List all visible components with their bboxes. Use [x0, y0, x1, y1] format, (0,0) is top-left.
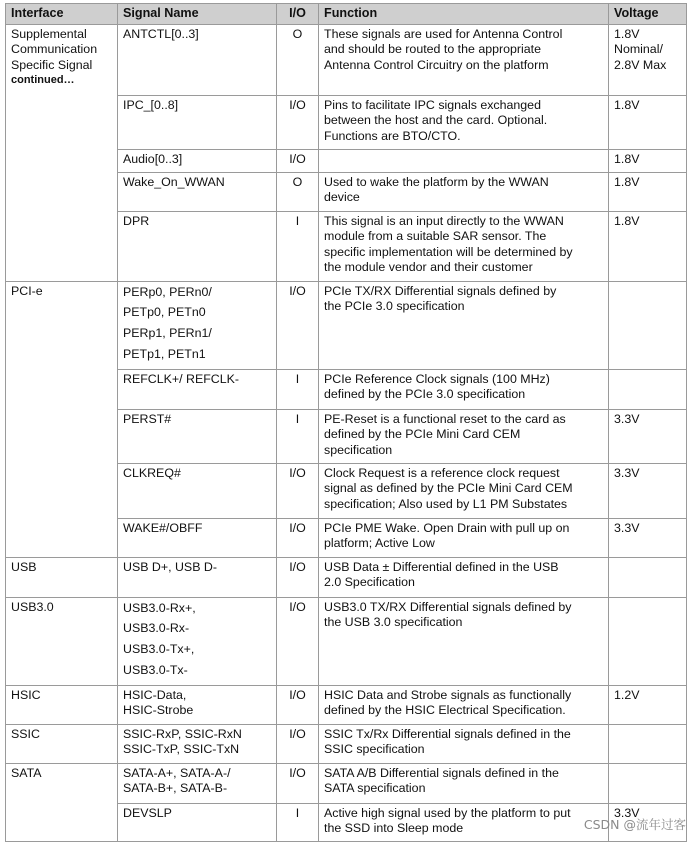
io-cell: I — [277, 211, 319, 281]
function-line: SATA A/B Differential signals defined in the — [324, 765, 559, 780]
io-cell: I — [277, 803, 319, 841]
function-line: specific implementation will be determined by — [324, 244, 573, 259]
signal-cell: CLKREQ# — [118, 463, 277, 518]
function-cell — [319, 518, 609, 557]
function-line: device — [324, 190, 360, 204]
interface-cell-hsic: HSIC — [6, 685, 118, 724]
signal-cell: ANTCTL[0..3] — [118, 24, 277, 95]
function-line: defined by the PCIe 3.0 specification — [324, 387, 526, 402]
signal-line: PERp1, PERn1/ — [123, 326, 212, 341]
io-cell: I/O — [277, 149, 319, 172]
voltage-cell — [609, 24, 687, 95]
function-cell — [319, 409, 609, 463]
signal-cell: Wake_On_WWAN — [118, 172, 277, 211]
voltage-cell: 1.8V — [609, 95, 687, 149]
interface-label: Supplemental — [11, 26, 87, 41]
function-line: Used to wake the platform by the WWAN — [324, 174, 549, 189]
function-cell — [319, 24, 609, 95]
voltage-cell: 3.3V — [609, 803, 687, 841]
voltage-cell: 1.8V — [609, 149, 687, 172]
signal-line: USB3.0-Rx- — [123, 621, 190, 636]
signal-line: HSIC-Data, — [123, 687, 187, 702]
voltage-line: 1.8V — [614, 26, 640, 41]
signal-cell — [118, 763, 277, 803]
signal-cell — [118, 685, 277, 724]
signal-line: SATA-A+, SATA-A-/ — [123, 765, 231, 780]
voltage-cell: 3.3V — [609, 463, 687, 518]
function-line: between the host and the card. Optional. — [324, 113, 548, 127]
function-line: module from a suitable SAR sensor. The — [324, 229, 547, 243]
voltage-line: Nominal/ — [614, 42, 663, 56]
table-row — [6, 597, 687, 685]
interface-label: Specific Signal — [11, 57, 93, 72]
function-cell — [319, 172, 609, 211]
function-line: Functions are BTO/CTO. — [324, 128, 461, 143]
signal-line: SSIC-TxP, SSIC-TxN — [123, 742, 240, 757]
table-row — [6, 281, 687, 369]
signal-line: HSIC-Strobe — [123, 703, 194, 718]
signal-cell: WAKE#/OBFF — [118, 518, 277, 557]
header-interface: Interface — [6, 4, 118, 25]
io-cell: I — [277, 409, 319, 463]
signal-line: USB3.0-Tx- — [123, 663, 188, 678]
interface-label: Communication — [11, 42, 98, 56]
function-line: the USB 3.0 specification — [324, 615, 463, 630]
interface-cell-sata: SATA — [6, 763, 118, 841]
io-cell: I/O — [277, 463, 319, 518]
table-row — [6, 763, 687, 803]
signal-line: SATA-B+, SATA-B- — [123, 781, 228, 796]
function-line: specification; Also used by L1 PM Substates — [324, 496, 568, 511]
function-line: the SSD into Sleep mode — [324, 821, 464, 836]
voltage-cell — [609, 281, 687, 369]
function-line: the module vendor and their customer — [324, 260, 533, 274]
table-row — [6, 685, 687, 724]
function-line: PCIe PME Wake. Open Drain with pull up on — [324, 520, 570, 535]
header-row — [6, 4, 687, 25]
function-line: signal as defined by the PCIe Mini Card CEM — [324, 481, 573, 496]
voltage-cell: 1.2V — [609, 685, 687, 724]
continued-label: continued… — [11, 74, 75, 86]
function-line: USB3.0 TX/RX Differential signals defined by — [324, 599, 572, 614]
function-line: PE-Reset is a functional reset to the card as — [324, 411, 566, 426]
table-row — [6, 557, 687, 597]
function-cell — [319, 685, 609, 724]
function-line: defined by the HSIC Electrical Specification. — [324, 703, 566, 718]
function-line: USB Data ± Differential defined in the USB — [324, 559, 559, 574]
function-cell — [319, 557, 609, 597]
voltage-cell — [609, 597, 687, 685]
interface-cell-supplemental — [6, 24, 118, 281]
header-voltage: Voltage — [609, 4, 687, 25]
signal-cell: USB D+, USB D- — [118, 557, 277, 597]
interface-cell-ssic: SSIC — [6, 724, 118, 763]
function-cell — [319, 463, 609, 518]
signal-cell: Audio[0..3] — [118, 149, 277, 172]
header-signal-name: Signal Name — [118, 4, 277, 25]
function-line: Antenna Control Circuitry on the platform — [324, 57, 549, 72]
signal-cell — [118, 724, 277, 763]
voltage-cell — [609, 369, 687, 409]
watermark: CSDN @流年过客 — [583, 817, 686, 832]
signal-cell — [118, 597, 277, 685]
function-cell — [319, 369, 609, 409]
signal-cell: DPR — [118, 211, 277, 281]
function-line: specification — [324, 442, 393, 457]
io-cell: I/O — [277, 281, 319, 369]
voltage-cell: 3.3V — [609, 518, 687, 557]
voltage-cell: 3.3V — [609, 409, 687, 463]
signal-cell: PERST# — [118, 409, 277, 463]
voltage-cell: 1.8V — [609, 211, 687, 281]
io-cell: I/O — [277, 597, 319, 685]
function-line: SSIC Tx/Rx Differential signals defined in the — [324, 726, 571, 741]
signal-line: PERp0, PERn0/ — [123, 284, 212, 299]
signal-cell: REFCLK+/ REFCLK- — [118, 369, 277, 409]
function-line: and should be routed to the appropriate — [324, 42, 541, 56]
signal-table — [5, 3, 687, 842]
function-line: HSIC Data and Strobe signals as functionally — [324, 687, 572, 702]
io-cell: I/O — [277, 763, 319, 803]
voltage-cell — [609, 557, 687, 597]
function-line: SSIC specification — [324, 742, 425, 757]
io-cell: I — [277, 369, 319, 409]
function-cell — [319, 724, 609, 763]
io-cell: I/O — [277, 557, 319, 597]
function-line: Clock Request is a reference clock request — [324, 465, 560, 480]
signal-line: PETp0, PETn0 — [123, 305, 206, 320]
interface-cell-usb: USB — [6, 557, 118, 597]
function-cell — [319, 803, 609, 841]
signal-line: USB3.0-Tx+, — [123, 642, 195, 657]
header-function: Function — [319, 4, 609, 25]
function-line: Active high signal used by the platform to put — [324, 805, 571, 820]
interface-cell-usb3: USB3.0 — [6, 597, 118, 685]
function-line: These signals are used for Antenna Control — [324, 26, 563, 41]
function-line: the PCIe 3.0 specification — [324, 299, 465, 313]
function-line: 2.0 Specification — [324, 575, 415, 590]
function-line: This signal is an input directly to the WWAN — [324, 213, 564, 228]
header-io: I/O — [277, 4, 319, 25]
signal-line: SSIC-RxP, SSIC-RxN — [123, 726, 242, 741]
function-line: platform; Active Low — [324, 536, 435, 551]
function-cell — [319, 281, 609, 369]
signal-cell: DEVSLP — [118, 803, 277, 841]
signal-line: USB3.0-Rx+, — [123, 600, 196, 615]
io-cell: O — [277, 172, 319, 211]
voltage-cell: 1.8V — [609, 172, 687, 211]
function-line: PCIe TX/RX Differential signals defined by — [324, 283, 557, 298]
interface-cell-pcie: PCI-e — [6, 281, 118, 557]
function-cell — [319, 597, 609, 685]
function-line: PCIe Reference Clock signals (100 MHz) — [324, 371, 550, 386]
function-cell — [319, 211, 609, 281]
io-cell: O — [277, 24, 319, 95]
voltage-cell — [609, 724, 687, 763]
voltage-cell — [609, 763, 687, 803]
io-cell: I/O — [277, 685, 319, 724]
function-cell — [319, 763, 609, 803]
signal-cell: IPC_[0..8] — [118, 95, 277, 149]
function-cell — [319, 95, 609, 149]
io-cell: I/O — [277, 518, 319, 557]
function-line: SATA specification — [324, 781, 426, 796]
io-cell: I/O — [277, 724, 319, 763]
voltage-line: 2.8V Max — [614, 57, 667, 72]
function-line: defined by the PCIe Mini Card CEM — [324, 427, 521, 442]
table-row — [6, 24, 687, 95]
signal-line: PETp1, PETn1 — [123, 346, 206, 361]
signal-cell — [118, 281, 277, 369]
function-cell — [319, 149, 609, 172]
table-row — [6, 724, 687, 763]
io-cell: I/O — [277, 95, 319, 149]
function-line: Pins to facilitate IPC signals exchanged — [324, 97, 541, 112]
